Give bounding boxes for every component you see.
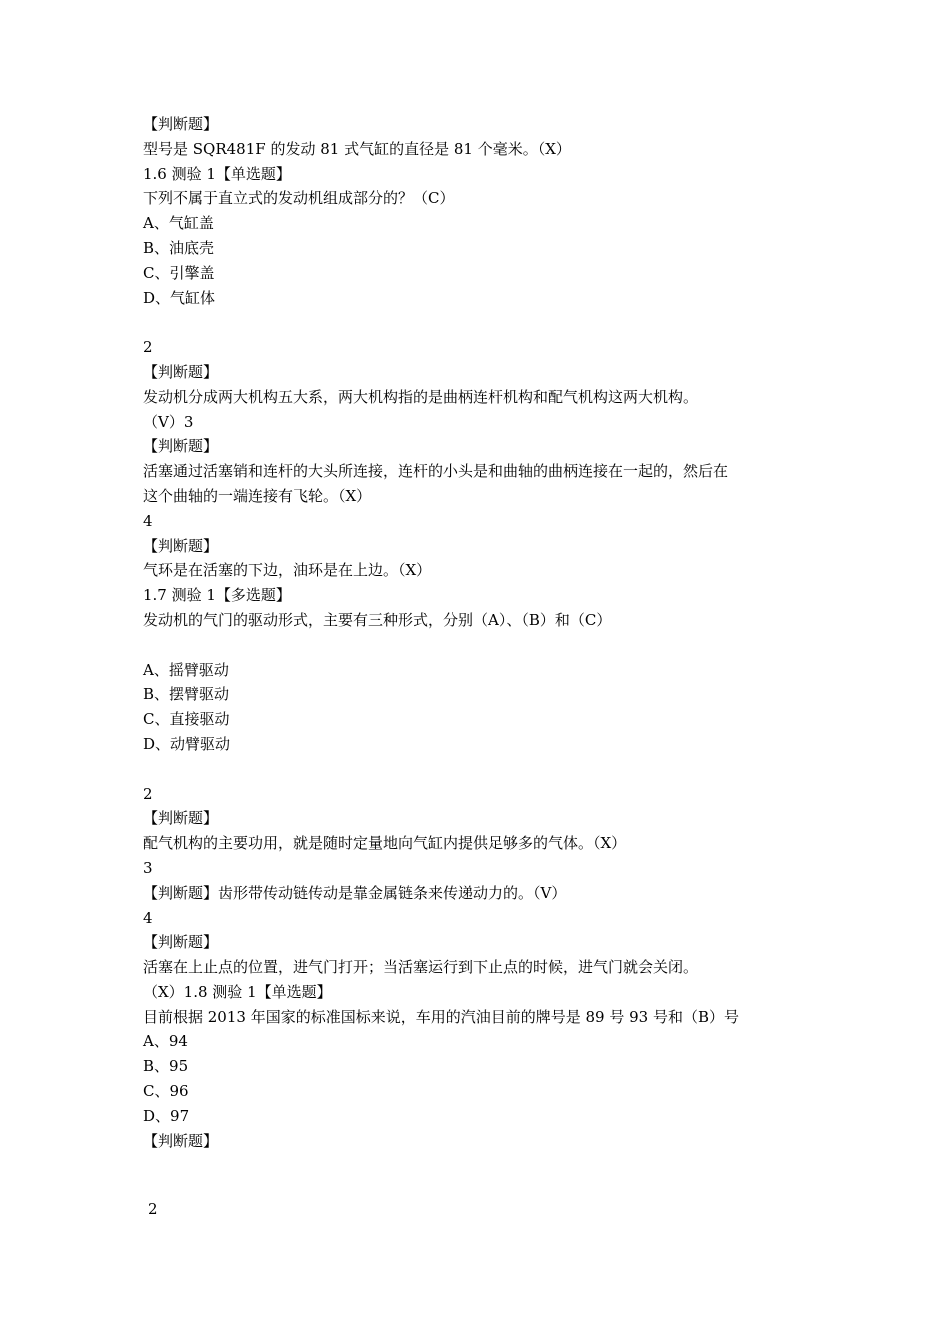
text-line: 4 xyxy=(143,908,153,927)
text-line: A、摇臂驱动 xyxy=(143,660,229,679)
text-line: （X）1.8 测验 1【单选题】 xyxy=(143,982,332,1001)
text-line: 3 xyxy=(143,858,153,877)
text-line: 目前根据 2013 年国家的标准国标来说，车用的汽油目前的牌号是 89 号 93 号和（B）号 xyxy=(143,1007,739,1026)
text-line: 1.7 测验 1【多选题】 xyxy=(143,586,291,605)
text-line: 下列不属于直立式的发动机组成部分的？（C） xyxy=(143,189,455,208)
text-line: A、94 xyxy=(143,1032,188,1051)
blank-line xyxy=(143,310,823,335)
text-line: 【判断题】 xyxy=(143,1131,219,1150)
text-line: B、油底壳 xyxy=(143,238,215,257)
text-line: 【判断题】 xyxy=(143,437,219,456)
text-line: 4 xyxy=(143,511,153,530)
document-body xyxy=(143,112,823,1153)
text-line: B、摆臂驱动 xyxy=(143,685,230,704)
text-line: 【判断题】 xyxy=(143,115,219,133)
text-line: C、引擎盖 xyxy=(143,263,215,282)
text-line: 发动机分成两大机构五大系，两大机构指的是曲柄连杆机构和配气机构这两大机构。 xyxy=(143,387,699,406)
text-line: A、气缸盖 xyxy=(143,214,214,233)
blank-line xyxy=(143,757,823,782)
text-line: 活塞在上止点的位置，进气门打开；当活塞运行到下止点的时候，进气门就会关闭。 xyxy=(143,958,699,977)
text-line: 这个曲轴的一端连接有飞轮。（X） xyxy=(143,486,372,505)
page-number: 2 xyxy=(148,1200,158,1218)
text-line: （V）3 xyxy=(143,412,194,431)
text-line: D、气缸体 xyxy=(143,288,216,307)
text-line: D、动臂驱动 xyxy=(143,734,231,753)
text-line: C、96 xyxy=(143,1082,189,1101)
text-line: 型号是 SQR481F 的发动 81 式气缸的直径是 81 个毫米。（X） xyxy=(143,139,571,158)
text-line: 【判断题】 xyxy=(143,536,219,555)
text-line: C、直接驱动 xyxy=(143,710,230,729)
text-line: 【判断题】 xyxy=(143,809,219,828)
text-line: 发动机的气门的驱动形式，主要有三种形式，分别（A）、（B）和（C） xyxy=(143,610,612,629)
text-line: B、95 xyxy=(143,1057,189,1076)
text-line: 配气机构的主要功用，就是随时定量地向气缸内提供足够多的气体。（X） xyxy=(143,834,627,853)
text-line: 2 xyxy=(143,338,153,357)
text-line: D、97 xyxy=(143,1106,190,1125)
text-line: 1.6 测验 1【单选题】 xyxy=(143,164,291,183)
text-line: 活塞通过活塞销和连杆的大头所连接，连杆的小头是和曲轴的曲柄连接在一起的，然后在 xyxy=(143,462,729,481)
text-line: 2 xyxy=(143,784,153,803)
text-line: 气环是在活塞的下边，油环是在上边。（X） xyxy=(143,561,432,580)
text-line: 【判断题】齿形带传动链传动是靠金属链条来传递动力的。（V） xyxy=(143,883,567,902)
blank-line xyxy=(143,633,823,658)
text-line: 【判断题】 xyxy=(143,933,219,952)
text-line: 【判断题】 xyxy=(143,362,219,381)
